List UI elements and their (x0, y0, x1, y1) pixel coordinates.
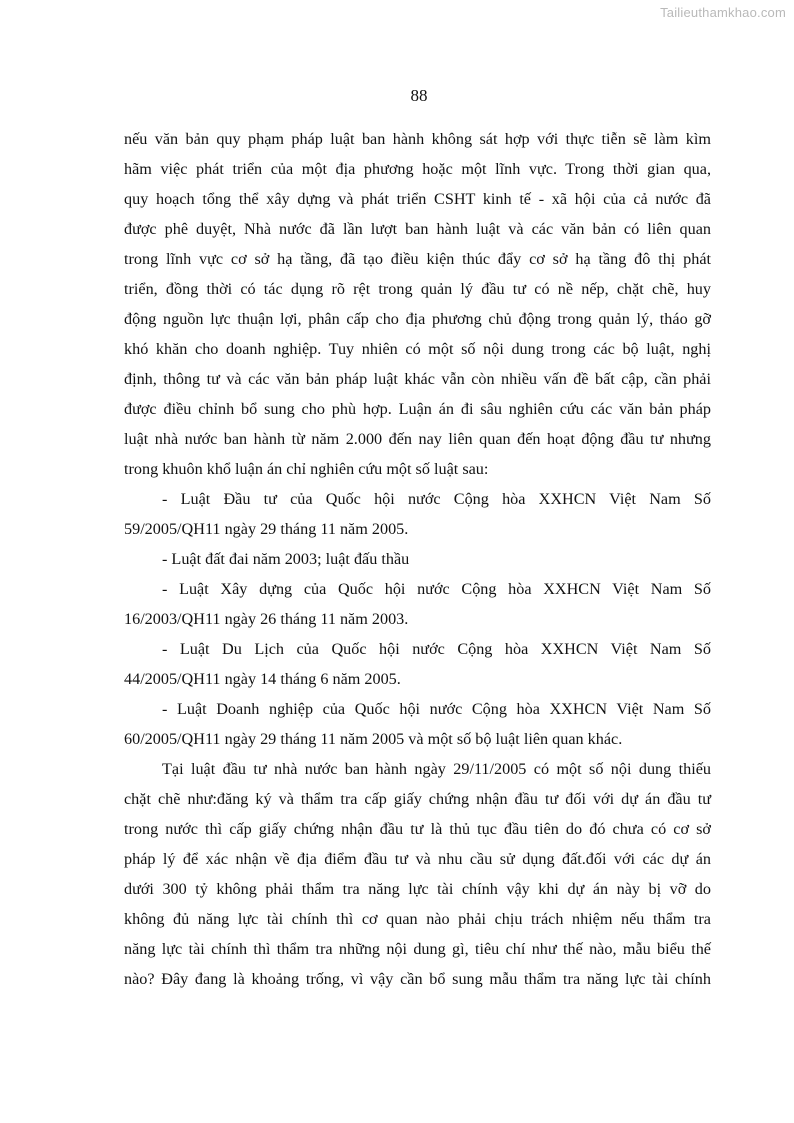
text-line: triển, đồng thời có tác dụng rõ rệt trong quản lý đầu tư có nề nếp, chặt chẽ, huy (124, 280, 711, 298)
text-line: nếu văn bản quy phạm pháp luật ban hành không sát hợp với thực tiễn sẽ làm kìm (124, 130, 711, 148)
text-line: quy hoạch tổng thể xây dựng và phát triển CSHT kinh tế - xã hội của cả nước đã (124, 190, 711, 208)
list-item (124, 634, 711, 694)
text-line: - Luật Xây dựng của Quốc hội nước Cộng hòa XXHCN Việt Nam Số (162, 580, 711, 598)
text-line: 59/2005/QH11 ngày 29 tháng 11 năm 2005. (124, 520, 409, 538)
list-item (124, 544, 711, 574)
text-line: - Luật Du Lịch của Quốc hội nước Cộng hòa XXHCN Việt Nam Số (162, 640, 711, 658)
text-line: pháp lý để xác nhận về địa điểm đầu tư và nhu cầu sử dụng đất.đối với các dự án (124, 850, 711, 868)
text-line: - Luật Doanh nghiệp của Quốc hội nước Cộng hòa XXHCN Việt Nam Số (162, 700, 711, 718)
text-line: nào? Đây đang là khoảng trống, vì vậy cần bổ sung mẫu thẩm tra năng lực tài chính (124, 970, 711, 988)
text-line: 16/2003/QH11 ngày 26 tháng 11 năm 2003. (124, 610, 409, 628)
list-item (124, 574, 711, 634)
text-line: Tại luật đầu tư nhà nước ban hành ngày 29/11/2005 có một số nội dung thiếu (162, 760, 711, 778)
document-body (124, 124, 711, 994)
page-number: 88 (410, 86, 428, 105)
text-line: trong nước thì cấp giấy chứng nhận đầu tư là thủ tục đầu tiên do đó chưa có cơ sở (124, 820, 711, 838)
text-line: hãm việc phát triển của một địa phương hoặc một lĩnh vực. Trong thời gian qua, (124, 160, 711, 178)
paragraph (124, 124, 711, 484)
list-item (124, 484, 711, 544)
text-line: trong lĩnh vực cơ sở hạ tầng, đã tạo điều kiện thúc đẩy cơ sở hạ tầng đô thị phát (124, 250, 711, 268)
text-line: năng lực tài chính thì thẩm tra những nội dung gì, tiêu chí như thế nào, mẫu biểu thế (124, 940, 711, 958)
text-line: không đủ năng lực tài chính thì cơ quan nào phải chịu trách nhiệm nếu thẩm tra (124, 910, 711, 928)
text-line: dưới 300 tỷ không phải thẩm tra năng lực tài chính vậy khi dự án này bị vỡ do (124, 880, 711, 898)
watermark: Tailieuthamkhao.com (660, 5, 786, 20)
text-line: luật nhà nước ban hành từ năm 2.000 đến nay liên quan đến hoạt động đầu tư nhưng (124, 430, 711, 448)
text-line: được phê duyệt, Nhà nước đã lần lượt ban hành luật và các văn bản có liên quan (124, 220, 711, 238)
text-line: động nguồn lực thuận lợi, phân cấp cho địa phương chủ động trong quản lý, tháo gỡ (124, 310, 711, 328)
text-line: - Luật Đầu tư của Quốc hội nước Cộng hòa XXHCN Việt Nam Số (162, 490, 711, 508)
text-line: - Luật đất đai năm 2003; luật đấu thầu (162, 550, 410, 568)
paragraph (124, 754, 711, 994)
list-item (124, 694, 711, 754)
text-line: định, thông tư và các văn bản pháp luật khác vẫn còn nhiều vấn đề bất cập, cần phải (124, 370, 711, 388)
text-line: 60/2005/QH11 ngày 29 tháng 11 năm 2005 và một số bộ luật liên quan khác. (124, 730, 623, 748)
text-line: 44/2005/QH11 ngày 14 tháng 6 năm 2005. (124, 670, 401, 688)
text-line: trong khuôn khổ luận án chỉ nghiên cứu một số luật sau: (124, 460, 489, 478)
text-line: chặt chẽ như:đăng ký và thẩm tra cấp giấy chứng nhận đầu tư đối với dự án đầu tư (124, 790, 711, 808)
text-line: khó khăn cho doanh nghiệp. Tuy nhiên có một số nội dung trong các bộ luật, nghị (124, 340, 711, 358)
text-line: được điều chỉnh bổ sung cho phù hợp. Luận án đi sâu nghiên cứu các văn bản pháp (124, 400, 711, 418)
